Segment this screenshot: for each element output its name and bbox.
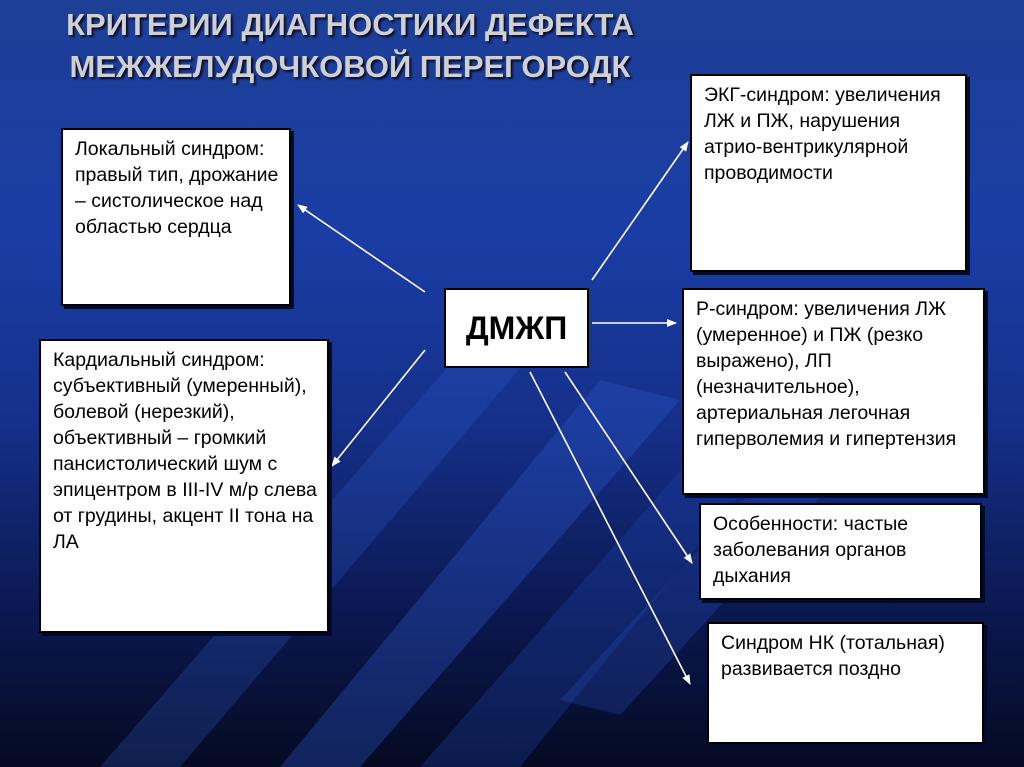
title-line-2: МЕЖЖЕЛУДОЧКОВОЙ ПЕРЕГОРОДК xyxy=(69,49,631,84)
slide-title xyxy=(0,4,700,88)
r-syndrome-box: Р-синдром: увеличения ЛЖ (умеренное) и ПЖ (резко выражено), ЛП (незначительное), артериальная легочная гиперволемия и гипертензия xyxy=(682,288,985,495)
cardial-syndrome-box: Кардиальный синдром: субъективный (умеренный), болевой (нерезкий), объективный – громкий пансистолический шум с эпицентром в III-IV м/р слева от грудины, акцент II тона на ЛА xyxy=(39,339,329,633)
features-box: Особенности: частые заболевания органов дыхания xyxy=(699,503,982,600)
ecg-syndrome-box: ЭКГ-синдром: увеличения ЛЖ и ПЖ, нарушения атрио-вентрикулярной проводимости xyxy=(690,74,967,272)
title-line-1: КРИТЕРИИ ДИАГНОСТИКИ ДЕФЕКТА xyxy=(66,7,634,42)
nk-syndrome-box: Синдром НК (тотальная) развивается поздно xyxy=(707,622,984,744)
center-node-dmzhp: ДМЖП xyxy=(444,288,589,368)
local-syndrome-box: Локальный синдром: правый тип, дрожание – систолическое над областью сердца xyxy=(61,128,291,306)
